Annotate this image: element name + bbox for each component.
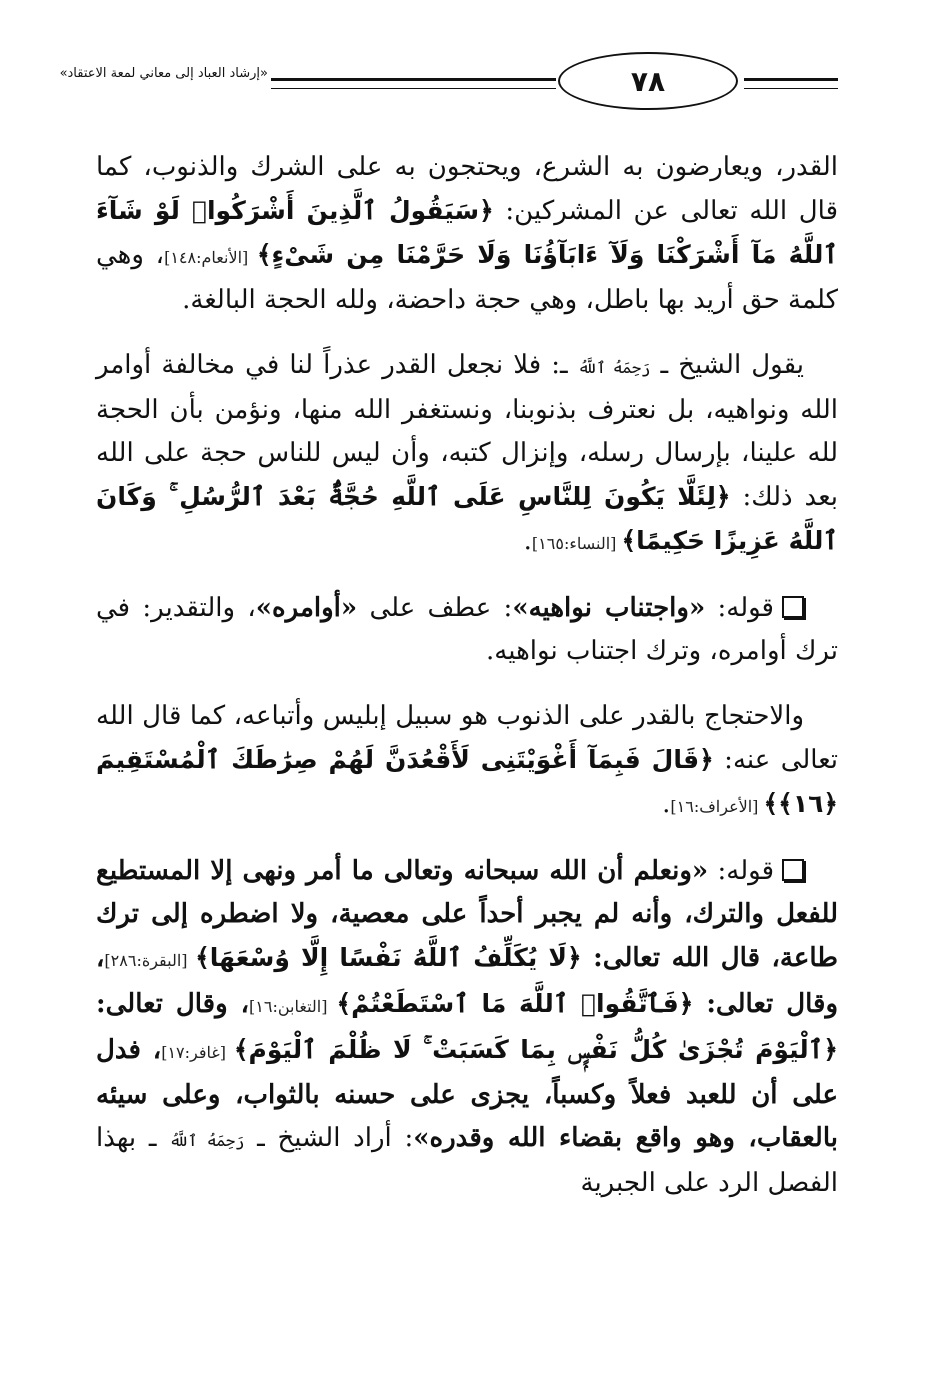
text: والاحتجاج بالقدر على الذنوب هو سبيل إبليس وأتباعه، كما قال الله تعالى عنه: bbox=[96, 701, 838, 775]
text: : أراد الشيخ ـ bbox=[244, 1123, 414, 1153]
square-bullet-icon bbox=[782, 596, 804, 618]
paragraph-5 bbox=[96, 850, 838, 1205]
running-title: «إرشاد العباد إلى معاني لمعة الاعتقاد» bbox=[59, 66, 268, 81]
bold-quote: «واجتناب نواهيه» bbox=[512, 593, 706, 623]
bold-quote: ، وقال تعالى: bbox=[96, 943, 838, 1019]
text: يقول الشيخ ـ bbox=[650, 350, 805, 380]
page-number: ٧٨ bbox=[558, 52, 738, 110]
text: ، والتقدير: في ترك أوامره، وترك اجتناب نواهيه. bbox=[96, 593, 838, 666]
header-rule-right bbox=[744, 78, 838, 89]
text: ـ بهذا الفصل الرد على الجبرية bbox=[96, 1123, 838, 1198]
paragraph-1 bbox=[96, 146, 838, 322]
text: ، وهي كلمة حق أريد بها باطل، وهي حجة داحضة، ولله الحجة البالغة. bbox=[96, 240, 838, 315]
verse-reference: [الأنعام:١٤٨] bbox=[164, 248, 257, 267]
verse-reference: [التغابن:١٦] bbox=[249, 997, 337, 1016]
bold-quote: ، وقال تعالى: bbox=[96, 989, 250, 1019]
honorific: رَحِمَهُ ٱللَّهُ bbox=[169, 1131, 245, 1150]
body-text bbox=[96, 146, 838, 1227]
quran-verse: ﴿سَيَقُولُ ٱلَّذِينَ أَشْرَكُوا۟ لَوْ شَآءَ ٱللَّهُ مَآ أَشْرَكْنَا وَلَآ ءَابَآؤُنَا وَلَا حَرَّمْنَا مِن شَىْءٍ﴾ bbox=[96, 196, 839, 269]
quran-verse: ﴿لِئَلَّا يَكُونَ لِلنَّاسِ عَلَى ٱللَّهِ حُجَّةٌۢ بَعْدَ ٱلرُّسُلِ ۚ وَكَانَ ٱللَّهُ عَزِيزًا حَكِيمًا﴾ bbox=[96, 482, 838, 555]
header-rule-left bbox=[271, 78, 556, 89]
paragraph-3 bbox=[96, 587, 838, 673]
quran-verse: ﴿فَٱتَّقُوا۟ ٱللَّهَ مَا ٱسْتَطَعْتُمْ﴾ bbox=[336, 989, 694, 1018]
quran-verse: ﴿قَالَ فَبِمَآ أَغْوَيْتَنِى لَأَقْعُدَنَّ لَهُمْ صِرَٰطَكَ ٱلْمُسْتَقِيمَ ﴿١٦﴾﴾ bbox=[96, 745, 838, 818]
text: . bbox=[662, 789, 671, 819]
bold-quote: «أوامره» bbox=[255, 593, 358, 623]
honorific: رَحِمَهُ ٱللَّهُ bbox=[577, 358, 651, 377]
text: . bbox=[523, 526, 532, 556]
bold-quote: «ونعلم أن الله سبحانه وتعالى ما أمر ونهى إلا المستطيع للفعل والترك، وأنه لم يجبر أحداً على معصية، ولا اضطره إلى ترك طاعة، قال الله تعالى: bbox=[96, 856, 838, 973]
verse-reference: [الأعراف:١٦] bbox=[670, 797, 764, 816]
quran-verse: ﴿لَا يُكَلِّفُ ٱللَّهُ نَفْسًا إِلَّا وُسْعَهَا﴾ bbox=[195, 943, 582, 972]
verse-reference: [النساء:١٦٥] bbox=[531, 534, 622, 553]
paragraph-2 bbox=[96, 344, 838, 565]
text: القدر، ويعارضون به الشرع، ويحتجون به على الشرك والذنوب، كما قال الله تعالى عن المشركين: bbox=[96, 152, 839, 226]
bold-quote: ، فدل على أن للعبد فعلاً وكسباً، يجزى على حسنه بالثواب، وعلى سيئه بالعقاب، وهو واقع بقضاء الله وقدره» bbox=[96, 1035, 838, 1153]
verse-reference: [البقرة:٢٨٦] bbox=[104, 951, 196, 970]
text: قوله: bbox=[708, 856, 775, 886]
verse-reference: [غافر:١٧] bbox=[161, 1043, 234, 1062]
page-header bbox=[59, 52, 838, 114]
quran-verse: ﴿ٱلْيَوْمَ تُجْزَىٰ كُلُّ نَفْسٍۭ بِمَا كَسَبَتْ ۚ لَا ظُلْمَ ٱلْيَوْمَ﴾ bbox=[233, 1035, 838, 1064]
paragraph-4 bbox=[96, 695, 838, 828]
text: ـ: فلا نجعل القدر عذراً لنا في مخالفة أوامر الله ونواهيه، بل نعترف بذنوبنا، ونستغفر الله منها، ونؤمن بأن الحجة لله علينا، بإرسال رسله، وإنزال كتبه، وأن ليس للناس حجة على الله بعد ذلك: bbox=[96, 350, 838, 512]
text: قوله: bbox=[705, 593, 774, 623]
text: : عطف على bbox=[357, 593, 513, 623]
square-bullet-icon bbox=[782, 859, 804, 881]
